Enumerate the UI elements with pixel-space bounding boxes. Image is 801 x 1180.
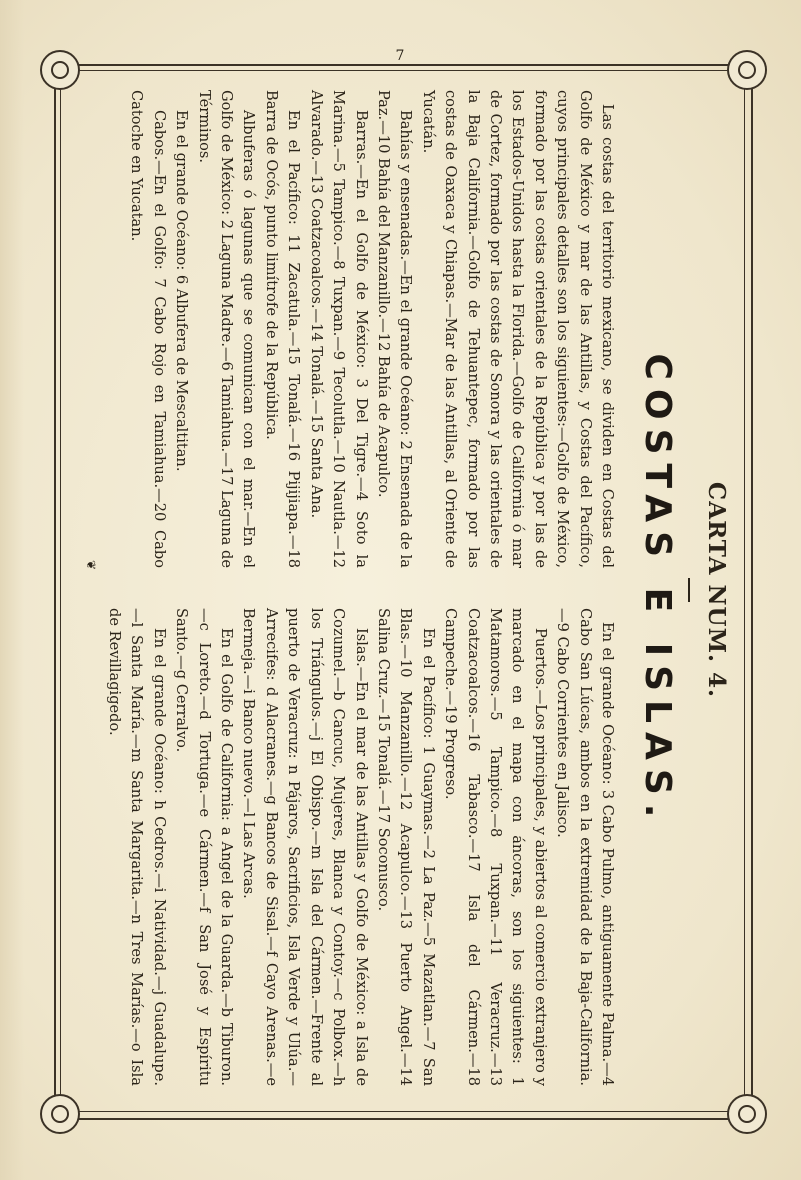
left-column xyxy=(125,90,618,568)
corner-ornament-bottom-right xyxy=(727,1094,767,1134)
paragraph-barras: Barras.—En el Golfo de México: 3 Del Tigre.—4 Soto la Marina.—5 Tampico.—8 Tuxpan.—9 Tecolutla.—10 Nautla.—12 Alvarado.—13 Coatzacoalcos.—14 Tonalá.—15 Santa Ana. xyxy=(307,90,370,568)
paragraph-cabos-oceano: En el grande Océano: 3 Cabo Pulmo, antiguamente Palma.—4 Cabo San Lúcas, ambos en la extremidad de la Baja-California.—9 Cabo Corrientes en Jalisco. xyxy=(554,608,616,1086)
paragraph-barras-pacifico: En el Pacífico: 11 Zacatula.—15 Tonalá.—16 Pijijiapa.—18 Barra de Ocós, punto limítrofe de la República. xyxy=(262,90,303,568)
corner-ornament-bottom-left xyxy=(40,1094,80,1134)
paragraph-albuferas: Albuferas ó lagunas que se comunican con el mar.—En el Golfo de México: 2 Laguna Madre.—6 Tamiahua.—17 Laguna de Términos. xyxy=(195,90,258,568)
paragraph-islas: Islas.—En el mar de las Antillas y Golfo de México: a Isla de Cozumel.—b Cancuc, Mujeres, Blanca y Contoy.—c Polbox.—h los Triángulos.—j El Obispo.—m Isla del Cármen.—Frente al puerto de Veracruz: n Pájaros, Sacrificios, Isla Verde y Ulúa.—Arrecifes: d Alacranes.—g Bancos de Sisal.—f Cayo Arenas.—e Bermeja.—i Banco nuevo.—l Las Arcas. xyxy=(240,608,370,1086)
heading-rule xyxy=(688,578,690,602)
paragraph-islas-california: En el Golfo de California: a Angel de la Guarda.—b Tiburon.—c Loreto.—d Tortuga.—e Cármen.—f San José y Espíritu Santo.—g Cerralvo. xyxy=(173,608,236,1086)
right-column xyxy=(103,608,618,1086)
paragraph-puertos-pacifico: En el Pacífico: 1 Guaymas.—2 La Paz.—5 Mazatlan.—7 San Blas.—10 Manzanillo.—12 Acapulco.—13 Puerto Angel.—14 Salina Cruz.—15 Tonalá.—17 Soconusco. xyxy=(374,608,437,1086)
paragraph-puertos: Puertos.—Los principales, y abiertos al comercio extranjero y marcado en el mapa con áncoras, son los siguientes: 1 Matamoros.—5 Tampico.—8 Tuxpan.—11 Veracruz.—13 Coatzacoalcos.—16 Tabasco.—17 Isla del Cármen.—18 Campeche.—19 Progreso. xyxy=(442,608,549,1086)
binding-gutter xyxy=(0,0,24,1180)
rotated-text-block xyxy=(70,90,730,1090)
page-title: COSTAS E ISLAS. xyxy=(637,353,678,827)
corner-ornament-top-left xyxy=(40,50,80,90)
paragraph-bahias: Bahías y ensenadas.—En el grande Océano: 2 Ensenada de la Paz.—10 Bahía del Manzanillo.—12 Bahía de Acapulco. xyxy=(374,90,415,568)
page-number: 7 xyxy=(395,48,405,64)
paragraph-albuferas-oceano: En el grande Océano: 6 Albufera de Mescaltitan. xyxy=(173,110,191,472)
carta-heading: CARTA NUM. 4. xyxy=(703,481,730,699)
paragraph-islas-oceano: En el grande Océano: h Cedros.—i Natividad.—j Guadalupe.—l Santa María.—m Santa Margarita.—n Tres Marías.—o Isla de Revillagigedo. xyxy=(106,608,168,1086)
leaf-ornament-icon: ❦ xyxy=(84,560,98,571)
paragraph-cabos: Cabos.—En el Golfo: 7 Cabo Rojo en Tamiahua.—20 Cabo Catoche en Yucatan. xyxy=(128,90,168,568)
corner-ornament-top-right xyxy=(727,50,767,90)
paragraph-costas: Las costas del territorio mexicano, se dividen en Costas del Golfo de México y mar de las Antillas, y Costas del Pacífico, cuyos principales detalles son los siguientes:—Golfo de México, formado por las costas orientales de la República y por las de los Estados-Unidos hasta la Florida.—Golfo de California ó mar de Cortez, formado por las costas de Sonora y las orientales de la Baja California.—Golfo de Tehuantepec, formado por las costas de Oaxaca y Chiapas.—Mar de las Antillas, al Oriente de Yucatán. xyxy=(419,90,616,568)
